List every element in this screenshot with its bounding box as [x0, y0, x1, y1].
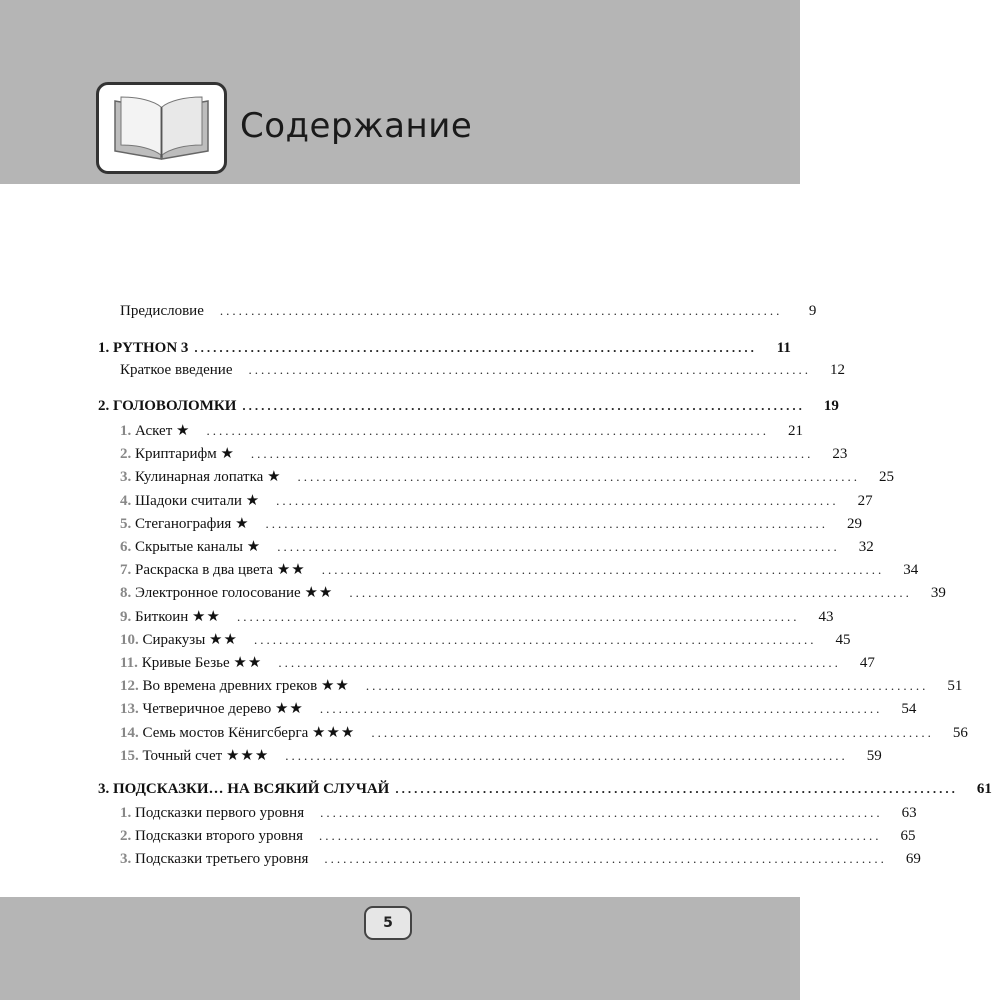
- entry-name: Раскраска в два цвета: [135, 562, 274, 579]
- difficulty-stars: ★★: [233, 655, 263, 671]
- entry-name: Точный счет: [142, 747, 223, 764]
- difficulty-stars: ★: [235, 515, 250, 532]
- entry-name: Кривые Безье: [141, 655, 230, 671]
- toc-page-number: 47: [859, 655, 875, 671]
- entry-name: Четверичное дерево: [142, 701, 272, 718]
- dot-leader: ..........................................................................................: [395, 781, 958, 796]
- toc-page-number: 43: [818, 608, 834, 625]
- toc-page-number: 69: [905, 851, 921, 867]
- toc-entry-title: Предисловие: [120, 303, 204, 319]
- dot-leader: ..........................................................................................: [365, 678, 929, 694]
- entry-name: Во времена древних греков: [142, 678, 318, 695]
- entry-name: Скрытые каналы: [135, 539, 244, 555]
- toc-entry-title: [120, 514, 250, 533]
- toc-page-number: 51: [947, 678, 963, 695]
- entry-number: 1.: [120, 805, 132, 821]
- toc-entry-title: [120, 653, 262, 672]
- toc-entry[interactable]: [0, 583, 946, 605]
- entry-name: Шадоки считали: [135, 492, 242, 509]
- toc-entry[interactable]: [0, 851, 921, 873]
- toc-page-number: 19: [823, 398, 839, 414]
- page-number-badge: 5: [364, 906, 412, 940]
- toc-chapter-3[interactable]: [0, 781, 992, 803]
- entry-number: 2.: [120, 446, 132, 463]
- entry-number: 6.: [120, 539, 132, 555]
- difficulty-stars: ★: [245, 492, 261, 509]
- dot-leader: ..........................................................................................: [219, 303, 783, 318]
- toc-page-number: 25: [879, 469, 895, 486]
- entry-name: Подсказки второго уровня: [135, 828, 304, 844]
- toc-page-number: 45: [835, 631, 851, 648]
- difficulty-stars: ★: [267, 469, 282, 486]
- toc-entry-title: [120, 746, 269, 765]
- toc-page-number: 12: [830, 362, 845, 378]
- toc-entry[interactable]: [0, 607, 834, 629]
- dot-leader: ..........................................................................................: [248, 362, 811, 377]
- toc-page-number: 34: [903, 562, 919, 579]
- chapter-title: 1. PYTHON 3: [98, 340, 189, 356]
- toc-page-number: 54: [901, 701, 917, 718]
- entry-number: 12.: [120, 678, 139, 695]
- toc-page-number: 23: [832, 446, 848, 463]
- toc-entry-title: [120, 467, 282, 486]
- toc-page-number: 9: [808, 303, 817, 319]
- toc-entry[interactable]: [0, 537, 874, 559]
- toc-page-number: 27: [857, 492, 873, 509]
- chapter-title: 3. ПОДСКАЗКИ… НА ВСЯКИЙ СЛУЧАЙ: [98, 781, 390, 797]
- toc-entry-preface[interactable]: [0, 303, 817, 325]
- difficulty-stars: ★★★: [225, 747, 270, 764]
- toc-entry-title: [120, 537, 261, 556]
- entry-number: 7.: [120, 562, 132, 579]
- toc-page-number: 11: [776, 340, 791, 356]
- toc-entry[interactable]: [0, 699, 917, 721]
- toc-chapter-1[interactable]: [0, 340, 800, 362]
- difficulty-stars: ★★: [304, 585, 334, 602]
- entry-number: 13.: [120, 701, 139, 718]
- toc-entry[interactable]: [0, 467, 895, 489]
- entry-name: Кулинарная лопатка: [135, 469, 264, 486]
- dot-leader: ..........................................................................................: [277, 539, 840, 554]
- dot-leader: ..........................................................................................: [278, 655, 841, 670]
- dot-leader: ..........................................................................................: [324, 851, 887, 866]
- toc-entry[interactable]: [0, 630, 851, 652]
- entry-number: 14.: [120, 724, 139, 741]
- entry-name: Подсказки третьего уровня: [135, 851, 309, 867]
- toc-page-number: 21: [787, 423, 803, 439]
- entry-number: 2.: [120, 828, 132, 844]
- toc-entry-title: [120, 828, 303, 845]
- toc-entry-title: [120, 723, 355, 742]
- entry-name: Биткоин: [135, 608, 189, 625]
- toc-entry[interactable]: [0, 723, 968, 745]
- dot-leader: ..........................................................................................: [371, 724, 934, 740]
- entry-number: 11.: [120, 655, 138, 671]
- toc-chapter-2[interactable]: [0, 398, 839, 420]
- toc-entry-title: Краткое введение: [120, 362, 233, 378]
- difficulty-stars: ★★★: [312, 724, 356, 741]
- toc-entry-title: [120, 805, 304, 822]
- dot-leader: ..........................................................................................: [276, 492, 839, 508]
- dot-leader: ..........................................................................................: [319, 701, 883, 717]
- entry-number: 9.: [120, 608, 132, 625]
- toc-page-number: 39: [930, 585, 946, 602]
- toc-entry[interactable]: [0, 421, 803, 443]
- difficulty-stars: ★: [246, 539, 262, 555]
- entry-number: 5.: [120, 515, 132, 532]
- entry-name: Электронное голосование: [135, 585, 301, 602]
- toc-page-number: 63: [901, 805, 917, 821]
- toc-entry-title: [120, 699, 304, 718]
- toc-entry[interactable]: [0, 746, 882, 768]
- dot-leader: ..........................................................................................: [297, 469, 861, 485]
- toc-entry[interactable]: [0, 828, 916, 850]
- entry-name: Сиракузы: [142, 631, 206, 648]
- difficulty-stars: ★: [176, 423, 191, 439]
- toc-entry-title: [120, 851, 308, 868]
- dot-leader: ..........................................................................................: [194, 340, 757, 355]
- toc-page-number: 65: [900, 828, 916, 844]
- dot-leader: ..........................................................................................: [206, 423, 769, 438]
- toc-entry-title: [120, 421, 190, 440]
- chapter-title: 2. ГОЛОВОЛОМКИ: [98, 398, 237, 414]
- toc-entry[interactable]: [0, 514, 863, 536]
- dot-leader: ..........................................................................................: [242, 398, 805, 413]
- entry-number: 4.: [120, 492, 132, 509]
- difficulty-stars: ★★: [276, 562, 306, 579]
- entry-number: 8.: [120, 585, 132, 602]
- entry-name: Криптарифм: [135, 446, 217, 463]
- dot-leader: ..........................................................................................: [320, 805, 883, 820]
- dot-leader: ..........................................................................................: [236, 608, 800, 624]
- entry-name: Аскет: [135, 423, 173, 439]
- toc-entry[interactable]: [0, 560, 919, 582]
- difficulty-stars: ★: [220, 446, 235, 463]
- dot-leader: ..........................................................................................: [319, 828, 882, 843]
- page-title: Содержание: [240, 106, 473, 146]
- entry-number: 1.: [120, 423, 132, 439]
- toc-entry-title: [120, 491, 260, 510]
- entry-number: 3.: [120, 851, 132, 867]
- toc-entry-title: [120, 676, 350, 695]
- toc-entry-title: [120, 444, 235, 463]
- difficulty-stars: ★★: [320, 678, 350, 695]
- entry-name: Подсказки первого уровня: [135, 805, 305, 821]
- entry-number: 10.: [120, 631, 139, 648]
- entry-number: 3.: [120, 469, 132, 486]
- difficulty-stars: ★★: [209, 631, 238, 648]
- dot-leader: ..........................................................................................: [285, 747, 848, 763]
- toc-entry[interactable]: [0, 653, 875, 675]
- toc-page-number: 29: [847, 515, 863, 532]
- toc-page-number: 32: [858, 539, 874, 555]
- toc-entry[interactable]: [0, 676, 963, 698]
- difficulty-stars: ★★: [192, 608, 221, 625]
- toc-entry-title: [120, 607, 221, 626]
- dot-leader: ..........................................................................................: [265, 515, 829, 531]
- toc-entry[interactable]: [0, 805, 917, 827]
- dot-leader: ..........................................................................................: [349, 585, 912, 601]
- book-icon-frame: [96, 82, 227, 174]
- toc-entry-title: [120, 583, 333, 602]
- toc-entry-title: [120, 630, 238, 649]
- toc-entry[interactable]: [0, 491, 873, 513]
- toc-page-number: 61: [976, 781, 992, 797]
- dot-leader: ..........................................................................................: [321, 562, 885, 578]
- toc-entry-title: [120, 560, 306, 579]
- toc-entry[interactable]: [0, 444, 848, 466]
- dot-leader: ..........................................................................................: [250, 446, 814, 462]
- toc-page-number: 56: [952, 724, 968, 741]
- toc-entry[interactable]: [0, 362, 845, 384]
- entry-number: 15.: [120, 747, 139, 764]
- entry-name: Стеганография: [135, 515, 232, 532]
- toc-page-number: 59: [866, 747, 882, 764]
- dot-leader: ..........................................................................................: [253, 631, 817, 647]
- difficulty-stars: ★★: [274, 701, 304, 718]
- entry-name: Семь мостов Кёнигсберга: [142, 724, 309, 741]
